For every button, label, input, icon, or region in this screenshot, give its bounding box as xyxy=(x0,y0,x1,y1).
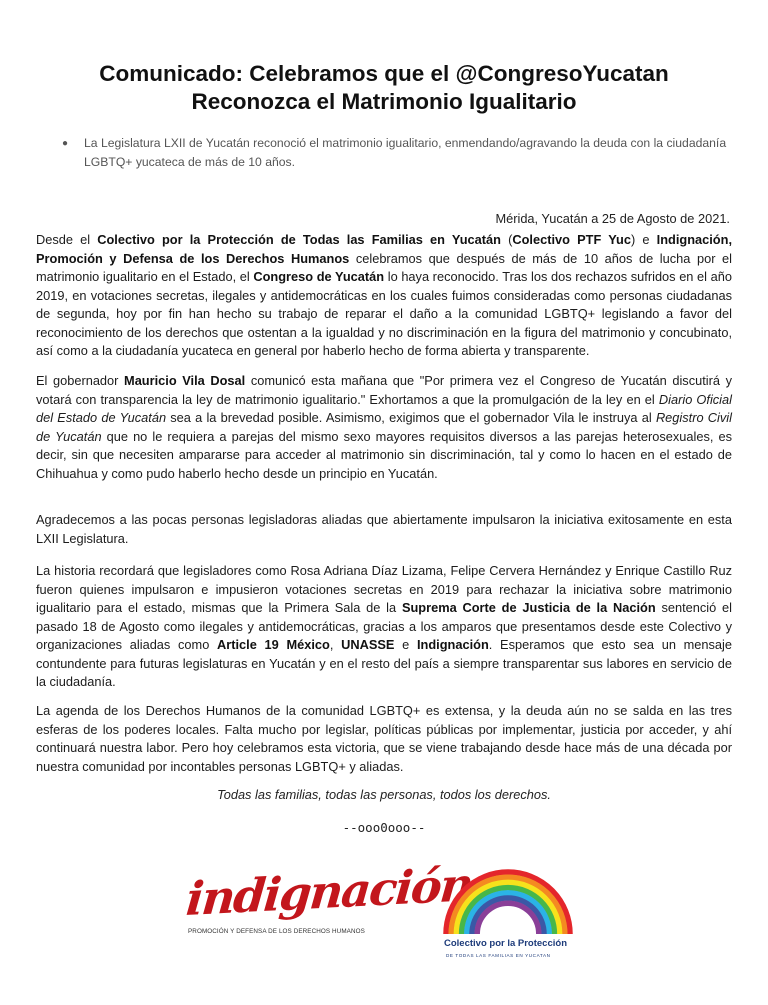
paragraph-2 xyxy=(36,372,732,483)
text: e xyxy=(394,637,417,652)
text: Desde el xyxy=(36,232,98,247)
indignacion-logo xyxy=(180,857,475,954)
org-name: Indignación xyxy=(416,637,489,652)
separator: --ooo0ooo-- xyxy=(342,820,426,835)
summary-bullet xyxy=(62,134,740,172)
text: . Esperamos que esto sea un mensaje contundente para futuras legislaturas en Yucatán y en el resto del país a siempre transparentar sus labores en servicio de la ciudadanía. xyxy=(36,637,732,689)
gazette-name: Diario Oficial del Estado de Yucatán xyxy=(36,391,732,425)
text: comunicó esta mañana que "Por primera vez el Congreso de Yucatán discutirá y votará con transparencia la ley de matrimonio igualitario." Exhortamos a que la promulgación de la ley en el xyxy=(36,373,732,407)
registry-name: Registro Civil de Yucatán xyxy=(36,410,732,444)
text: que no le requiera a parejas del mismo sexo mayores requisitos diversos a las parejas heterosexuales, es decir, sin que necesiten ampararse para acceder al matrimonio sin discriminación, tal y como lo hacen en el estado de Chihuahua y como pudo haberlo hecho desde un principio en Yucatán. xyxy=(36,428,732,481)
text: La historia recordará que legisladores como Rosa Adriana Díaz Lizama, Felipe Cervera Hernández y Enrique Castillo Ruz fueron quienes impulsaron e impusieron votaciones secretas en 2019 para rechazar la iniciativa sobre matrimonio igualitario para el estado, mismas que la Primera Sala de la xyxy=(36,563,732,615)
text: ( xyxy=(500,232,513,247)
text: sentenció el pasado 18 de Agosto como ilegales y antidemocráticas, gracias a los amparos que presentamos desde este Colectivo y organizaciones aliadas como xyxy=(36,600,732,652)
motto: Todas las familias, todas las personas, todos los derechos. xyxy=(217,787,551,802)
org-name: Indignación, Promoción y Defensa de los Derechos Humanos xyxy=(36,232,732,266)
colectivo-logo xyxy=(438,868,578,978)
indignacion-tagline: PROMOCIÓN Y DEFENSA DE LOS DERECHOS HUMANOS xyxy=(188,928,365,935)
text: celebramos que después de más de 10 años de lucha por el matrimonio igualitario en el Estado, el xyxy=(36,250,732,284)
text: , xyxy=(329,637,342,652)
paragraph-3: Agradecemos a las pocas personas legisladoras aliadas que abiertamente impulsaron la iniciativa exitosamente en esta LXII Legislatura. xyxy=(36,512,732,546)
title-line-2: Reconozca el Matrimonio Igualitario xyxy=(191,89,577,114)
org-name: UNASSE xyxy=(341,637,395,652)
colectivo-subtitle: DE TODAS LAS FAMILIAS EN YUCATAN xyxy=(446,953,551,958)
indignacion-wordmark: indignación xyxy=(184,857,475,926)
rainbow-icon xyxy=(438,868,578,938)
org-abbrev: Colectivo PTF Yuc xyxy=(512,232,631,247)
text: lo haya reconocido. Tras los dos rechazos sufridos en el año 2019, en votaciones secretas, ilegales y antidemocráticas en los cuales fuimos consideradas como personas ciudadanas de segunda, hoy por fin han hecho su trabajo de reparar el daño a la comunidad LGBTQ+ legislando a favor del reconocimiento de los derechos que ostentan a la igualdad y no discriminación en la figura del matrimonio y concubinato, así como a la ciudadanía yucateca en general por haberlo hecho de forma abierta y transparente. xyxy=(36,269,732,358)
paragraph-1 xyxy=(36,231,732,361)
paragraph-4 xyxy=(36,562,732,692)
text: El gobernador xyxy=(36,373,125,388)
bullet-marker: ● xyxy=(62,138,69,149)
dateline: Mérida, Yucatán a 25 de Agosto de 2021. xyxy=(495,211,730,226)
title-line-1: Comunicado: Celebramos que el @CongresoYucatan xyxy=(99,61,669,86)
document-title xyxy=(30,60,738,116)
court-name: Suprema Corte de Justicia de la Nación xyxy=(401,600,656,615)
colectivo-name: Colectivo por la Protección xyxy=(444,938,567,949)
paragraph-5: La agenda de los Derechos Humanos de la comunidad LGBTQ+ es extensa, y la deuda aún no se salda en las tres esferas de los poderes locales. Falta mucho por legislar, políticas públicas por implementar, justicia por acceder, y ahí continuará nuestra labor. Pero hoy celebramos esta victoria, que se viene trabajando desde hace más de una década por nuestra comunidad por incontables personas LGBTQ+ y aliadas. xyxy=(36,703,732,774)
congress-name: Congreso de Yucatán xyxy=(253,269,385,284)
org-name: Colectivo por la Protección de Todas las Familias en Yucatán xyxy=(97,232,501,247)
text: ) e xyxy=(630,232,657,247)
governor-name: Mauricio Vila Dosal xyxy=(124,373,246,388)
text: sea a la brevedad posible. Asimismo, exigimos que el gobernador Vila le instruya al xyxy=(166,410,656,425)
bullet-text: La Legislatura LXII de Yucatán reconoció el matrimonio igualitario, enmendando/agravando la deuda con la ciudadanía LGBTQ+ yucateca de más de 10 años. xyxy=(84,136,727,169)
org-name: Article 19 México xyxy=(217,637,330,652)
